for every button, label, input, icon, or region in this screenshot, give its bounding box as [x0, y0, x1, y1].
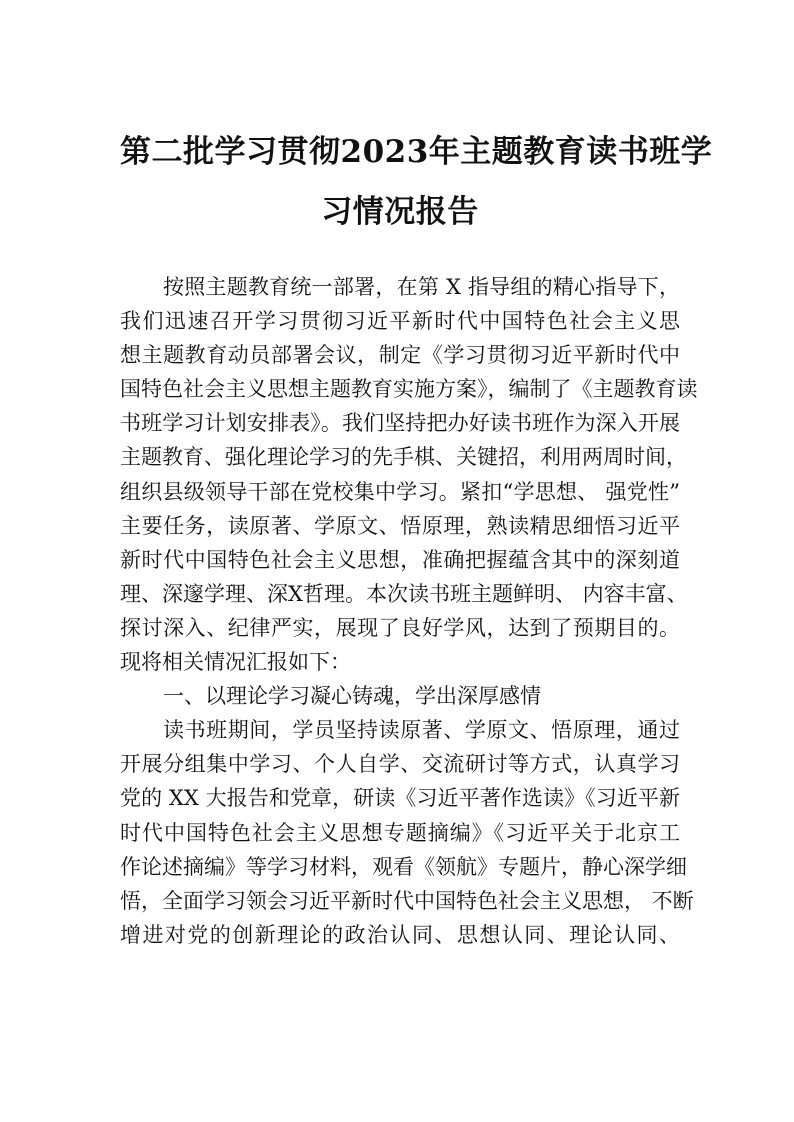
paragraph-line: 主要任务，读原著、学原文、悟原理，熟读精思细悟习近平: [120, 513, 680, 538]
paragraph-line: 读书班期间，学员坚持读原著、学原文、悟原理，通过: [163, 718, 680, 743]
paragraph-line: 作论述摘编》等学习材料，观看《领航》专题片，静心深学细: [120, 854, 687, 879]
paragraph-line: 组织县级领导干部在党校集中学习。紧扣“学思想、 强党性”: [120, 479, 680, 504]
paragraph-line: 按照主题教育统一部署，在第 X 指导组的精心指导下，: [163, 275, 680, 299]
paragraph-line: 主题教育、强化理论学习的先手棋、关键招，利用两周时间，: [120, 445, 687, 470]
document-body: [120, 270, 698, 952]
paragraph-line: 国特色社会主义思想主题教育实施方案》，编制了《主题教育读: [120, 377, 698, 402]
paragraph-line: 探讨深入、纪律严实，展现了良好学风，达到了预期目的。: [120, 615, 680, 640]
paragraph-line: 时代中国特色社会主义思想专题摘编》《习近平关于北京工: [120, 820, 680, 845]
paragraph-line: 新时代中国特色社会主义思想，准确把握蕴含其中的深刻道: [120, 547, 680, 572]
paragraph-line: 悟，全面学习领会习近平新时代中国特色社会主义思想， 不断: [120, 888, 694, 913]
paragraph-line: 党的 XX 大报告和党章，研读《习近平著作选读》《习近平新: [120, 786, 680, 811]
document-title-line-1: 第二批学习贯彻2023年主题教育读书班学: [120, 134, 713, 170]
paragraph-line: 想主题教育动员部署会议，制定《学习贯彻习近平新时代中: [120, 343, 680, 368]
section-heading: 一、以理论学习凝心铸魂，学出深厚感情: [163, 684, 541, 709]
document-title-line-2: 习情况报告: [321, 194, 479, 230]
paragraph-line: 书班学习计划安排表》。我们坚持把办好读书班作为深入开展: [120, 411, 680, 436]
paragraph-line: 开展分组集中学习、个人自学、交流研讨等方式，认真学习: [120, 752, 680, 777]
paragraph-line: 现将相关情况汇报如下：: [120, 650, 351, 675]
paragraph-line: 增进对党的创新理论的政治认同、思想认同、理论认同、: [120, 922, 680, 947]
paragraph-line: 理、深邃学理、深X哲理。本次读书班主题鲜明、 内容丰富、: [120, 581, 688, 606]
paragraph-line: 我们迅速召开学习贯彻习近平新时代中国特色社会主义思: [120, 309, 680, 334]
